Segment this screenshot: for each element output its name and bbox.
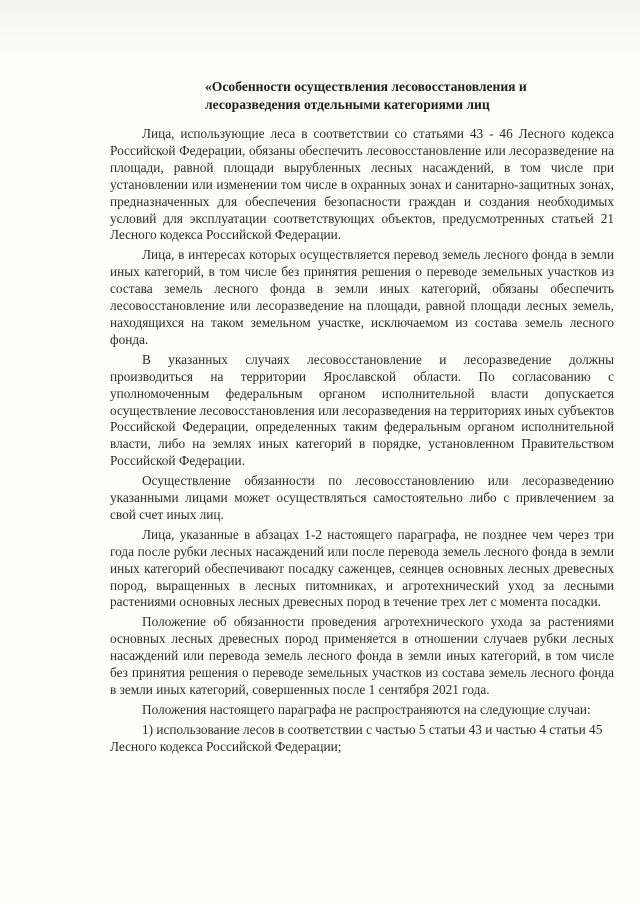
scan-shadow xyxy=(0,0,640,60)
document-title xyxy=(205,78,614,114)
paragraph-7: Положения настоящего параграфа не распространяются на следующие случаи: xyxy=(142,701,591,717)
paragraph-1: Лица, использующие леса в соответствии со статьями 43 - 46 Лесного кодекса Российской Федерации, обязаны обеспечить лесовосстановление или лесоразведение на площади, равной площади вырубленных лесных насаждений, в том числе при установлении или изменении том числе в охранных зонах и санитарно-защитных зонах, предназначенных для обеспечения безопасности граждан и создания необходимых условий для эксплуатации соответствующих объектов, предусмотренных статьей 21 Лесного кодекса Российской Федерации. xyxy=(110,126,614,243)
paragraph-3: В указанных случаях лесовосстановление и лесоразведение должны производиться на территории Ярославской области. По согласованию с уполномоченным федеральным органом исполнительной власти допускается осуществление лесовосстановления или лесоразведения на территориях иных субъектов Российской Федерации, определенных таким федеральным органом исполнительной власти, либо на землях иных категорий в порядке, установленном Правительством Российской Федерации. xyxy=(110,351,614,469)
list-item-1: 1) использование лесов в соответствии с частью 5 статьи 43 и частью 4 статьи 45 Лесного кодекса Российской Федерации; xyxy=(110,721,603,754)
document-body xyxy=(110,78,614,759)
paragraph-6: Положение об обязанности проведения агротехнического ухода за растениями основных лесных древесных пород применяется в отношении случаев рубки лесных насаждений или перевода земель лесного фонда в земли иных категорий, в том числе без принятия решения о переводе земельных участков из состава земель лесного фонда в земли иных категорий, совершенных после 1 сентября 2021 года. xyxy=(110,614,614,697)
title-line-2: лесоразведения отдельными категориями лиц xyxy=(205,97,490,112)
title-line-1: «Особенности осуществления лесовосстановления и xyxy=(205,79,527,94)
paragraph-4: Осуществление обязанности по лесовосстановлению или лесоразведению указанными лицами может осуществляться самостоятельно либо с привлечением за свой счет иных лиц. xyxy=(110,473,614,522)
paragraph-2: Лица, в интересах которых осуществляется перевод земель лесного фонда в земли иных категорий, в том числе без принятия решения о переводе земельных участков из состава земель лесного фонда в земли иных категорий, обязаны обеспечить лесовосстановление или лесоразведение на площади, равной площади лесных земель, находящихся на таком земельном участке, исключаемом из состава земель лесного фонда. xyxy=(110,247,614,347)
paragraph-5: Лица, указанные в абзацах 1-2 настоящего параграфа, не позднее чем через три года после рубки лесных насаждений или после перевода земель лесного фонда в земли иных категорий обеспечивают посадку саженцев, сеянцев основных лесных древесных пород, выращенных в лесных питомниках, и агротехнический уход за лесными растениями основных лесных древесных пород в течение трех лет с момента посадки. xyxy=(110,526,614,610)
